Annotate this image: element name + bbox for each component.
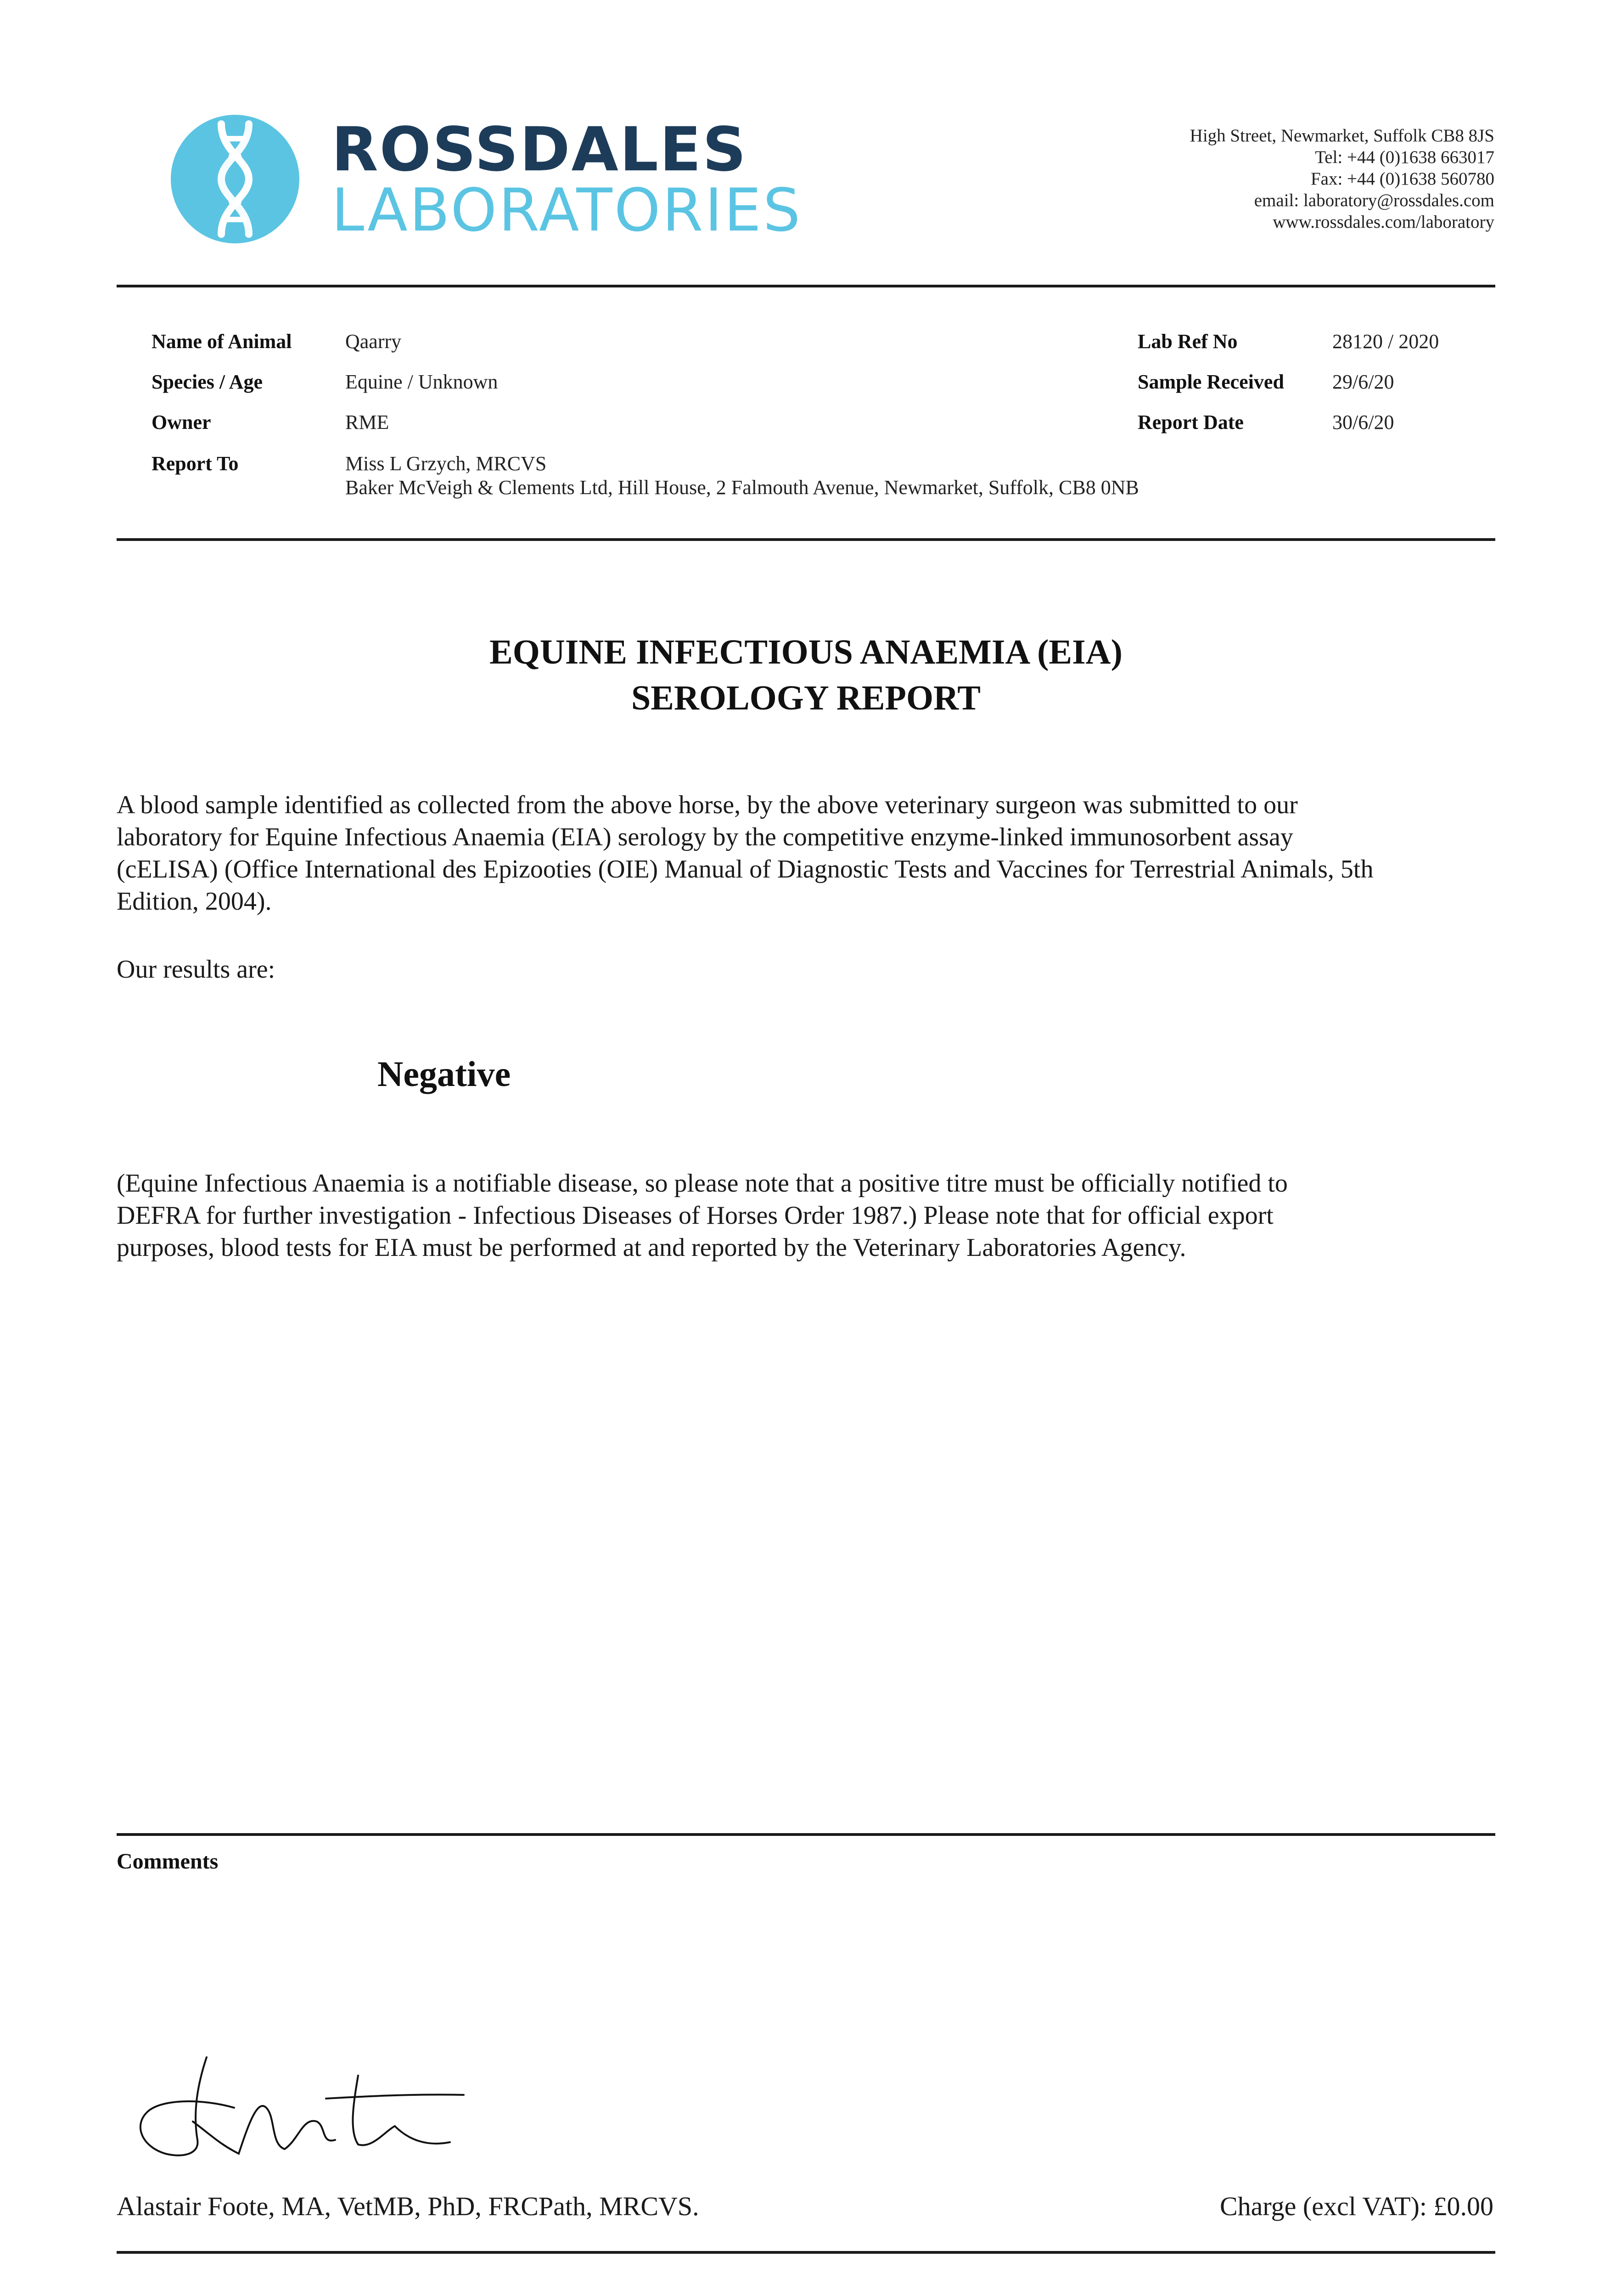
owner-value: RME: [345, 411, 389, 433]
report-to-line1: Miss L Grzych, MRCVS: [345, 452, 547, 475]
address-tel: Tel: +44 (0)1638 663017: [1315, 147, 1494, 167]
lab-address: [989, 125, 1494, 233]
comments-divider: [117, 1833, 1495, 1836]
address-email: email: laboratory@rossdales.com: [1254, 191, 1494, 210]
report-to-label: Report To: [152, 452, 239, 475]
sample-description: [117, 789, 1495, 917]
report-date-value: 30/6/20: [1332, 411, 1394, 433]
address-street: High Street, Newmarket, Suffolk CB8 8JS: [1190, 126, 1494, 146]
report-title-line2: SEROLOGY REPORT: [631, 679, 981, 717]
report-date-label: Report Date: [1138, 411, 1244, 433]
signatory-name: Alastair Foote, MA, VetMB, PhD, FRCPath, MRCVS.: [117, 2191, 699, 2221]
name-of-animal-label: Name of Animal: [152, 330, 292, 353]
paragraph-line: DEFRA for further investigation - Infectious Diseases of Horses Order 1987.) Please note that for official export: [117, 1201, 1274, 1230]
report-to-line2: Baker McVeigh & Clements Ltd, Hill House, 2 Falmouth Avenue, Newmarket, Suffolk, CB8 0NB: [345, 476, 1139, 499]
species-age-label: Species / Age: [152, 371, 263, 393]
paragraph-line: (cELISA) (Office International des Epizooties (OIE) Manual of Diagnostic Tests and Vaccines for Terrestrial Animals, 5th: [117, 855, 1374, 884]
brand-name: ROSSDALES: [331, 114, 748, 185]
report-title-line1: EQUINE INFECTIOUS ANAEMIA (EIA): [489, 633, 1122, 671]
dna-helix-icon: [171, 115, 299, 243]
species-age-value: Equine / Unknown: [345, 371, 498, 393]
paragraph-line: (Equine Infectious Anaemia is a notifiable disease, so please note that a positive titre must be officially notified to: [117, 1169, 1288, 1198]
paragraph-line: laboratory for Equine Infectious Anaemia (EIA) serology by the competitive enzyme-linked immunosorbent assay: [117, 823, 1293, 851]
notifiable-disease-note: [117, 1167, 1495, 1264]
results-intro: Our results are:: [117, 955, 275, 984]
info-divider: [117, 538, 1495, 541]
test-result: Negative: [377, 1054, 511, 1094]
charge-amount: Charge (excl VAT): £0.00: [1219, 2191, 1493, 2221]
signature-image: [129, 2048, 477, 2167]
paragraph-line: A blood sample identified as collected from the above horse, by the above veterinary surgeon was submitted to our: [117, 791, 1298, 819]
name-of-animal-value: Qaarry: [345, 330, 402, 353]
lab-ref-label: Lab Ref No: [1138, 330, 1238, 353]
report-title: [117, 629, 1495, 721]
address-web: www.rossdales.com/laboratory: [1273, 212, 1494, 232]
footer-divider: [117, 2251, 1495, 2254]
owner-label: Owner: [152, 411, 211, 433]
lab-ref-value: 28120 / 2020: [1332, 330, 1439, 353]
comments-label: Comments: [117, 1849, 219, 1874]
brand-subtitle: LABORATORIES: [331, 176, 803, 245]
paragraph-line: Edition, 2004).: [117, 887, 272, 916]
address-fax: Fax: +44 (0)1638 560780: [1310, 169, 1494, 189]
sample-received-value: 29/6/20: [1332, 371, 1394, 393]
paragraph-line: purposes, blood tests for EIA must be performed at and reported by the Veterinary Laboratories Agency.: [117, 1233, 1186, 1262]
header-divider: [117, 285, 1495, 287]
sample-received-label: Sample Received: [1138, 371, 1284, 393]
